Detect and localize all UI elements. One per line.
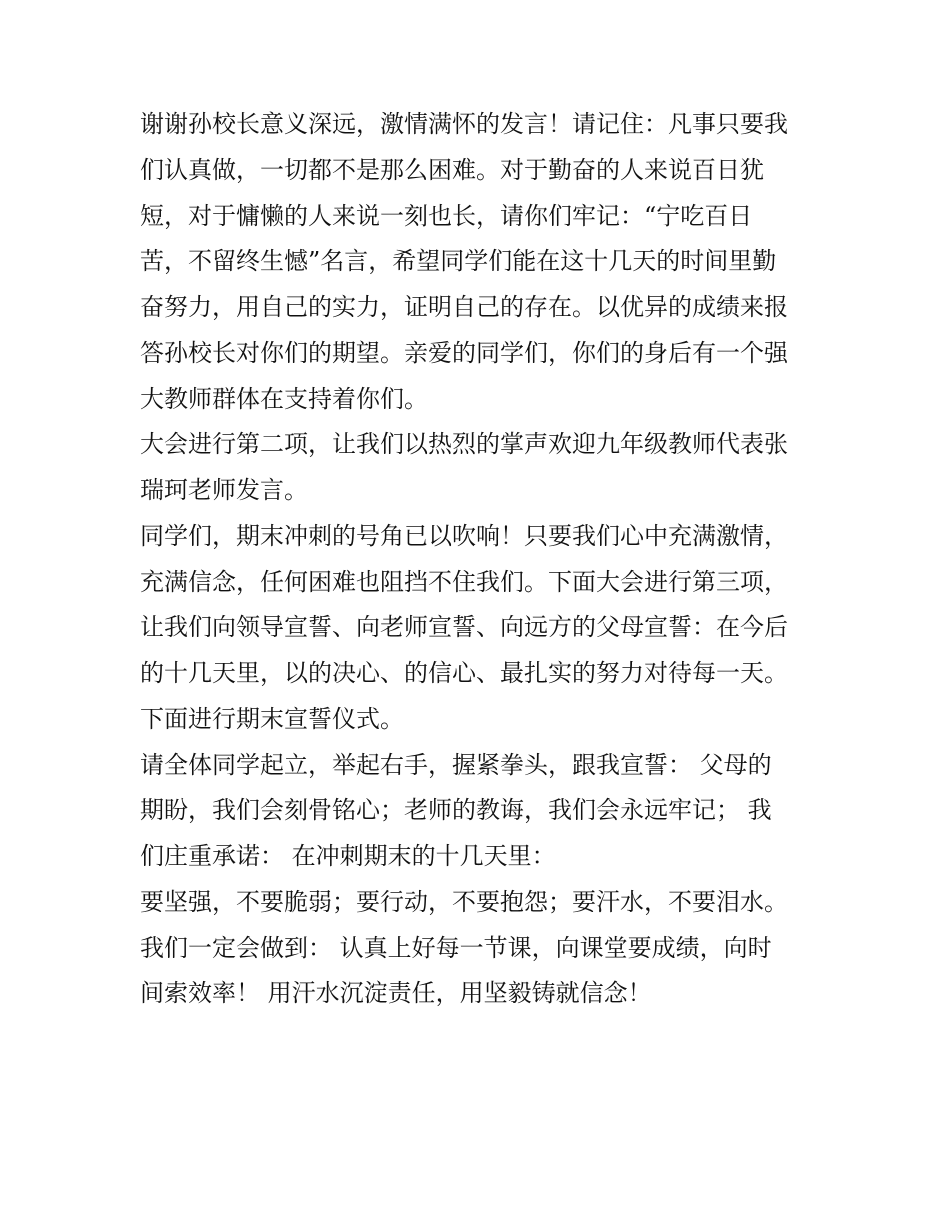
text-line-6: 答孙校长对你们的期望。亲爱的同学们，你们的身后有一个强 xyxy=(140,338,788,367)
text-line-5: 奋努力，用自己的实力，证明自己的存在。以优异的成绩来报 xyxy=(140,293,788,321)
text-line-14: 下面进行期末宣誓仪式。 xyxy=(140,704,404,733)
text-line-13: 的十几天里，以的决心、的信心、最扎实的努力对待每一天。 xyxy=(140,659,788,687)
text-line-16: 期盼，我们会刻骨铭心；老师的教诲，我们会永远牢记； 我 xyxy=(140,796,772,825)
text-line-4: 苦，不留终生憾”名言，希望同学们能在这十几天的时间里勤 xyxy=(140,247,777,276)
text-line-18: 要坚强，不要脆弱；要行动，不要抱怨；要汗水，不要泪水。 xyxy=(140,887,788,916)
text-line-9: 瑞珂老师发言。 xyxy=(140,476,308,504)
text-line-11: 充满信念，任何困难也阻挡不住我们。下面大会进行第三项， xyxy=(140,567,788,596)
text-line-12: 让我们向领导宣誓、向老师宣誓、向远方的父母宣誓：在今后 xyxy=(140,613,788,642)
text-line-2: 们认真做，一切都不是那么困难。对于勤奋的人来说百日犹 xyxy=(140,155,764,184)
text-line-1: 谢谢孙校长意义深远，激情满怀的发言！请记住：凡事只要我 xyxy=(140,110,788,138)
text-line-8: 大会进行第二项，让我们以热烈的掌声欢迎九年级教师代表张 xyxy=(140,430,788,459)
text-line-10: 同学们，期末冲刺的号角已以吹响！只要我们心中充满激情， xyxy=(140,521,788,550)
text-line-7: 大教师群体在支持着你们。 xyxy=(140,384,428,413)
text-line-15: 请全体同学起立，举起右手，握紧拳头，跟我宣誓： 父母的 xyxy=(140,750,772,779)
text-line-3: 短，对于慵懒的人来说一刻也长，请你们牢记：“宁吃百日 xyxy=(140,201,753,230)
text-line-17: 们庄重承诺： 在冲刺期末的十几天里： xyxy=(140,842,556,870)
document-body xyxy=(140,107,830,1022)
text-line-20: 间索效率！ 用汗水沉淀责任，用坚毅铸就信念！ xyxy=(140,979,652,1008)
text-line-19: 我们一定会做到： 认真上好每一节课，向课堂要成绩，向时 xyxy=(140,933,772,962)
